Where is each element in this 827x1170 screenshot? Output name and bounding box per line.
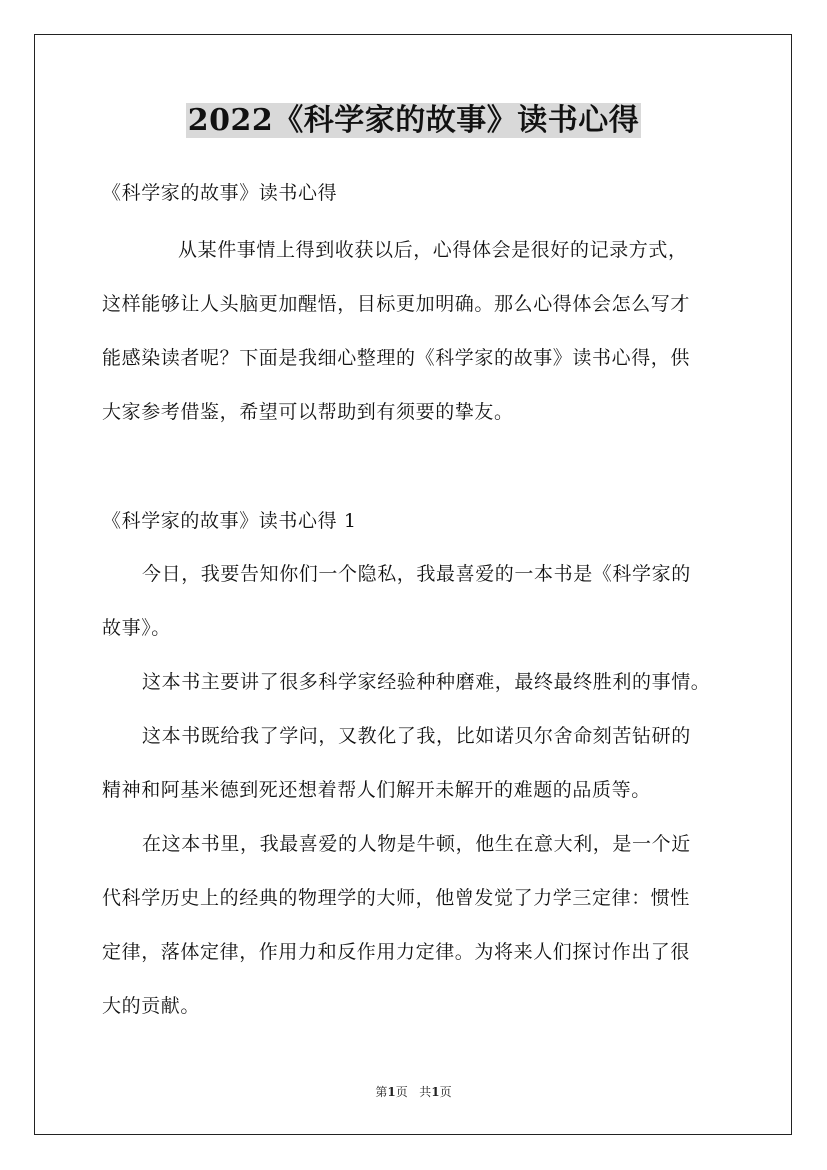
page-footer [0,1084,827,1100]
intro-heading: 《科学家的故事》读书心得 [102,182,338,204]
body-line: 大的贡献。 [102,995,201,1017]
body-line: 在这本书里，我最喜爱的人物是牛顿，他生在意大利，是一个近 [142,833,691,855]
page-prefix: 第 [375,1085,388,1099]
document-title [0,102,827,140]
body-line: 代科学历史上的经典的物理学的大师，他曾发觉了力学三定律：惯性 [102,887,691,909]
total-prefix: 共 [419,1085,432,1099]
page-suffix: 页 [395,1085,408,1099]
page-number: 1 [387,1085,396,1099]
total-suffix: 页 [439,1085,452,1099]
body-line: 定律，落体定律，作用力和反作用力定律。为将来人们探讨作出了很 [102,941,691,963]
document-title-text: 2022《科学家的故事》读书心得 [187,103,640,138]
intro-line: 能感染读者呢？下面是我细心整理的《科学家的故事》读书心得，供 [102,347,691,369]
total-pages: 1 [431,1085,440,1099]
body-line: 精神和阿基米德到死还想着帮人们解开未解开的难题的品质等。 [102,779,651,801]
intro-line: 大家参考借鉴，希望可以帮助到有须要的挚友。 [102,401,514,423]
section-heading-1: 《科学家的故事》读书心得 1 [102,510,357,532]
body-line: 故事》。 [102,617,171,639]
body-line: 今日，我要告知你们一个隐私，我最喜爱的一本书是《科学家的 [142,563,691,585]
intro-line: 这样能够让人头脑更加醒悟，目标更加明确。那么心得体会怎么写才 [102,293,691,315]
intro-line: 从某件事情上得到收获以后，心得体会是很好的记录方式， [178,239,688,261]
body-line: 这本书主要讲了很多科学家经验种种磨难，最终最终胜利的事情。 [142,671,711,693]
body-line: 这本书既给我了学问，又教化了我，比如诺贝尔舍命刻苦钻研的 [142,725,691,747]
